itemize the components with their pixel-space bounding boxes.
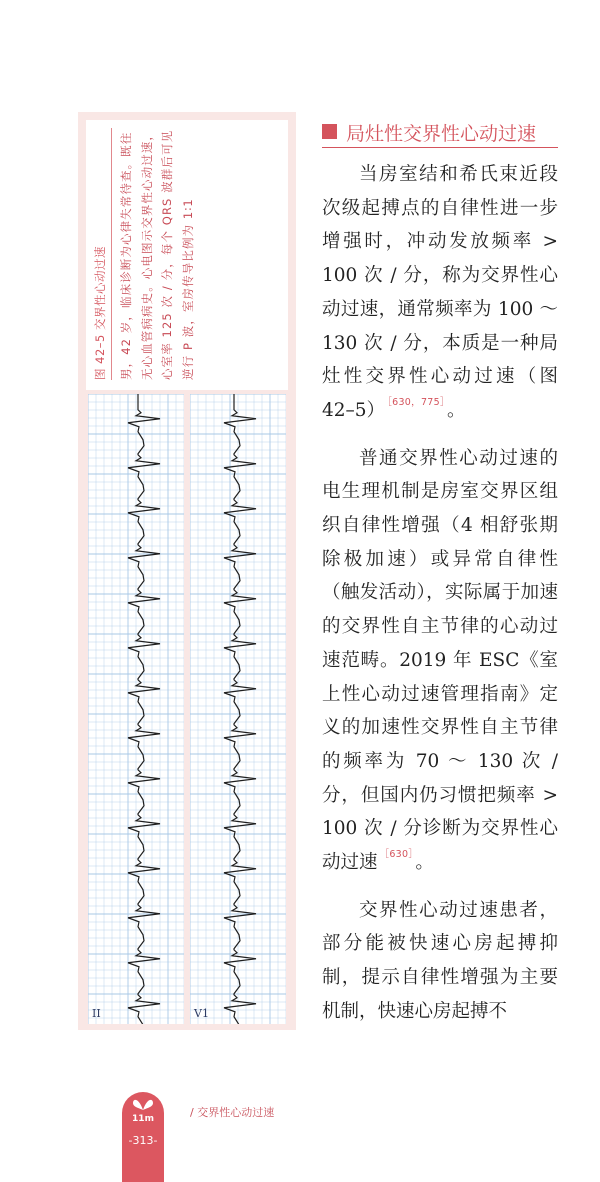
heading-bullet-icon — [322, 124, 337, 139]
lead-label-v1: V1 — [194, 1007, 209, 1020]
citation-ref[interactable]: ［630］ — [379, 849, 414, 861]
page-number: -313- — [128, 1134, 158, 1147]
paragraph-tail: 。 — [447, 399, 466, 421]
lead-label-ii: II — [92, 1007, 101, 1020]
ecg-strip-lead-ii — [88, 394, 184, 1024]
paragraph-text: 普通交界性心动过速的电生理机制是房室交界区组织自律性增强（4 相舒张期除极加速）或异常自律性（触发活动），实际属于加速的交界性自主节律的心动过速范畴。2019 年 ESC《室上性心动过速管理指南》定义的加速性交界性自主节律的频率为 70 ～ 130 次 / 分，但国内仍习惯把频率 > 100 次 / 分诊断为交界性心动过速 — [322, 447, 558, 874]
section-title: 局灶性交界性心动过速 — [346, 123, 537, 145]
paragraph-text: 交界性心动过速患者，部分能被快速心房起搏抑制，提示自律性增强为主要机制，快速心房起搏不 — [322, 899, 558, 1022]
heading-underline — [322, 147, 558, 148]
ecg-trace-lead-v1 — [190, 394, 286, 1024]
paragraph-tail: 。 — [415, 852, 434, 874]
page-tab — [122, 1092, 164, 1182]
paragraph-1 — [322, 158, 558, 431]
figure-panel — [78, 112, 296, 1030]
logo-text: 11m — [132, 1114, 154, 1124]
figure-title: 图 42–5 交界性心动过速 — [92, 128, 112, 380]
citation-ref[interactable]: ［630，775］ — [387, 396, 446, 408]
paragraph-text: 当房室结和希氏束近段次级起搏点的自律性进一步增强时，冲动发放频率 > 100 次 / 分，称为交界性心动过速，通常频率为 100 ～ 130 次 / 分，本质是一种局灶性交界性心动过速（图 42–5） — [322, 164, 558, 421]
body-text — [322, 158, 558, 1040]
ecg-strip-lead-v1 — [190, 394, 286, 1024]
section-heading — [322, 116, 558, 148]
paragraph-3 — [322, 894, 558, 1029]
ecg-trace-lead-ii — [88, 394, 184, 1024]
figure-caption — [86, 120, 288, 390]
figure-description: 男，42 岁，临床诊断为心律失常待查。既往无心血管病病史。心电图示交界性心动过速，心室率 125 次 / 分，每个 QRS 波群后可见逆行 P 波，室房传导比例为 1∶1 — [119, 128, 195, 380]
running-head: / 交界性心动过速 — [190, 1106, 275, 1119]
paragraph-2 — [322, 442, 558, 883]
butterfly-logo-icon — [132, 1096, 154, 1112]
